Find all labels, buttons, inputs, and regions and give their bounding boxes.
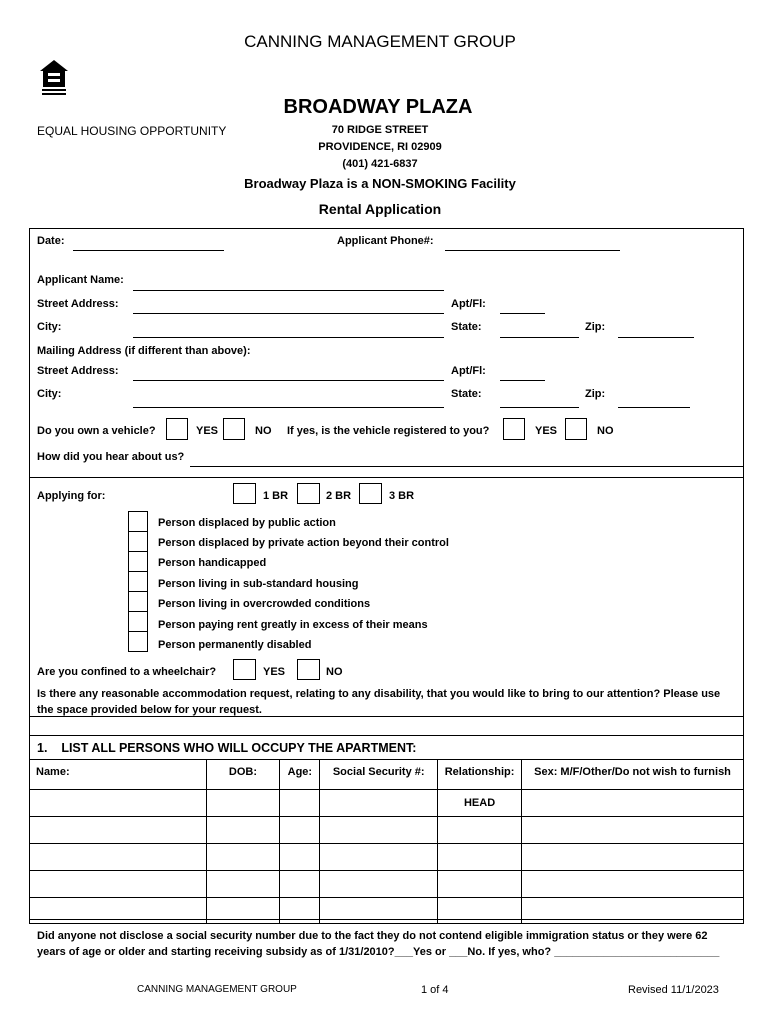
city-line: PROVIDENCE, RI 02909 <box>318 141 442 153</box>
date-field[interactable] <box>73 250 224 251</box>
wheelchair-yes-checkbox[interactable] <box>233 659 256 680</box>
eho-label: EQUAL HOUSING OPPORTUNITY <box>37 124 227 138</box>
br3-label: 3 BR <box>389 490 415 502</box>
wheelchair-no-checkbox[interactable] <box>297 659 320 680</box>
table-row[interactable] <box>30 817 744 844</box>
pref-checkbox-overcrowded[interactable] <box>128 591 148 612</box>
br1-label: 1 BR <box>263 490 289 502</box>
state-field[interactable] <box>500 337 579 338</box>
table-row[interactable] <box>30 844 744 871</box>
br2-label: 2 BR <box>326 490 352 502</box>
mailing-city-label: City: <box>37 388 62 400</box>
accommodation-response-box[interactable] <box>29 716 744 736</box>
footer-company: CANNING MANAGEMENT GROUP <box>137 984 297 995</box>
applicant-name-field[interactable] <box>133 290 444 291</box>
col-dob: DOB: <box>206 760 280 790</box>
pref-label-public-action: Person displaced by public action <box>158 517 336 529</box>
mailing-apt-label: Apt/Fl: <box>451 365 486 377</box>
pref-label-private-action: Person displaced by private action beyond their control <box>158 537 449 549</box>
hear-field[interactable] <box>190 466 743 467</box>
br1-checkbox[interactable] <box>233 483 256 504</box>
ssn-disclosure-question: Did anyone not disclose a social security number due to the fact they do not contend eligible immigration status or they were 62 years of age or older and starting receiving subsidy as of 1/31/2010?___Yes or ___No. If yes, who? ___________________________ <box>37 930 720 958</box>
pref-checkbox-rent-excess[interactable] <box>128 611 148 632</box>
registered-question: If yes, is the vehicle registered to you? <box>287 425 490 437</box>
hear-question: How did you hear about us? <box>37 451 185 463</box>
vehicle-no-checkbox[interactable] <box>223 418 245 440</box>
pref-checkbox-private-action[interactable] <box>128 531 148 552</box>
pref-checkbox-substandard[interactable] <box>128 571 148 592</box>
page-number: 1 of 4 <box>421 984 449 996</box>
table-row[interactable] <box>30 790 744 817</box>
mailing-street-field[interactable] <box>133 380 444 381</box>
table-row[interactable] <box>30 871 744 898</box>
vehicle-yes-checkbox[interactable] <box>166 418 188 440</box>
property-name: BROADWAY PLAZA <box>283 96 473 118</box>
br2-checkbox[interactable] <box>297 483 320 504</box>
br3-checkbox[interactable] <box>359 483 382 504</box>
vehicle-no-label: NO <box>255 425 272 437</box>
registered-yes-label: YES <box>535 425 558 437</box>
state-label: State: <box>451 321 482 333</box>
pref-label-overcrowded: Person living in overcrowded conditions <box>158 598 371 610</box>
col-name: Name: <box>30 760 207 790</box>
zip-label: Zip: <box>585 321 606 333</box>
equal-housing-icon <box>38 58 70 98</box>
company-title: CANNING MANAGEMENT GROUP <box>244 32 516 51</box>
phone-line: (401) 421-6837 <box>342 158 418 170</box>
city-field[interactable] <box>133 337 444 338</box>
pref-checkbox-disabled[interactable] <box>128 631 148 652</box>
applicant-name-label: Applicant Name: <box>37 274 124 286</box>
registered-no-checkbox[interactable] <box>565 418 587 440</box>
city-label: City: <box>37 321 62 333</box>
nonsmoking-notice: Broadway Plaza is a NON-SMOKING Facility <box>244 176 516 191</box>
head-cell: HEAD <box>438 790 522 817</box>
street-address-line: 70 RIDGE STREET <box>331 124 429 136</box>
occupants-table <box>29 759 744 924</box>
street-field[interactable] <box>133 313 444 314</box>
applying-label: Applying for: <box>37 490 106 502</box>
zip-field[interactable] <box>618 337 694 338</box>
registered-yes-checkbox[interactable] <box>503 418 525 440</box>
pref-checkbox-public-action[interactable] <box>128 511 148 532</box>
col-relationship: Relationship: <box>438 760 522 790</box>
pref-label-disabled: Person permanently disabled <box>158 639 312 651</box>
mailing-state-field[interactable] <box>500 407 579 408</box>
applicant-phone-field[interactable] <box>445 250 620 251</box>
apt-label: Apt/Fl: <box>451 298 486 310</box>
date-label: Date: <box>37 235 65 247</box>
vehicle-yes-label: YES <box>196 425 219 437</box>
mailing-label: Mailing Address (if different than above): <box>37 345 251 357</box>
pref-label-rent-excess: Person paying rent greatly in excess of their means <box>158 619 428 631</box>
registered-no-label: NO <box>597 425 614 437</box>
section-divider <box>29 477 744 478</box>
col-age: Age: <box>280 760 320 790</box>
occupants-heading: 1. LIST ALL PERSONS WHO WILL OCCUPY THE APARTMENT: <box>37 741 417 755</box>
pref-checkbox-handicapped[interactable] <box>128 551 148 572</box>
wheelchair-no-label: NO <box>326 666 343 678</box>
table-row[interactable] <box>30 898 744 924</box>
accommodation-question: Is there any reasonable accommodation request, relating to any disability, that you would like to bring to our attention? Please use the space provided below for your request. <box>37 688 721 716</box>
revision-date: Revised 11/1/2023 <box>628 984 719 996</box>
pref-label-handicapped: Person handicapped <box>158 557 267 569</box>
wheelchair-question: Are you confined to a wheelchair? <box>37 666 217 678</box>
mailing-city-field[interactable] <box>133 407 444 408</box>
applicant-phone-label: Applicant Phone#: <box>337 235 434 247</box>
pref-label-substandard: Person living in sub-standard housing <box>158 578 359 590</box>
mailing-state-label: State: <box>451 388 482 400</box>
col-ssn: Social Security #: <box>320 760 438 790</box>
col-sex: Sex: M/F/Other/Do not wish to furnish <box>522 760 744 790</box>
mailing-apt-field[interactable] <box>500 380 545 381</box>
street-label: Street Address: <box>37 298 119 310</box>
apt-field[interactable] <box>500 313 545 314</box>
mailing-zip-label: Zip: <box>585 388 606 400</box>
wheelchair-yes-label: YES <box>263 666 286 678</box>
mailing-zip-field[interactable] <box>618 407 690 408</box>
form-title: Rental Application <box>318 201 442 217</box>
vehicle-question: Do you own a vehicle? <box>37 425 156 437</box>
occupants-header-row <box>30 760 744 790</box>
mailing-street-label: Street Address: <box>37 365 119 377</box>
